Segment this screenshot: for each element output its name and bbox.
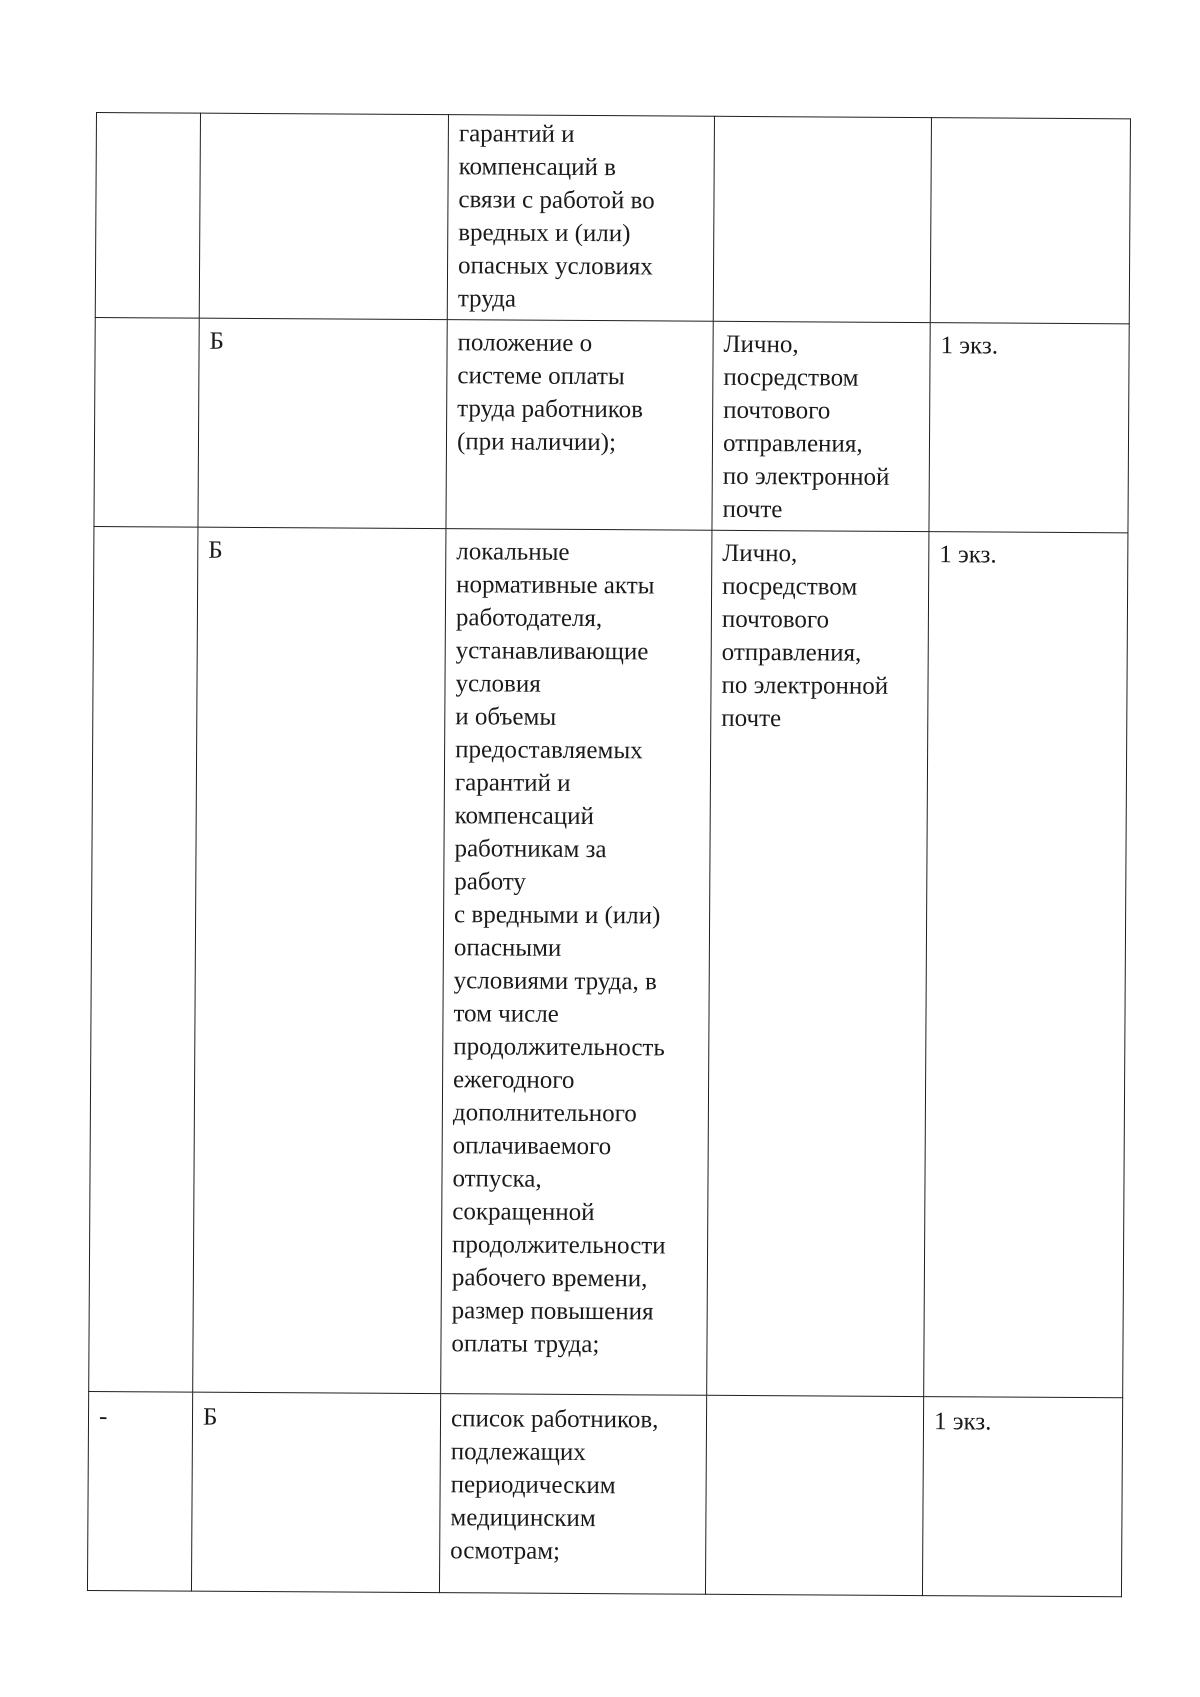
submission-method-cell [713,116,931,322]
quantity-cell: 1 экз. [922,1397,1122,1597]
quantity-cell: 1 экз. [929,323,1129,533]
row-mark-cell: - [87,1391,192,1591]
document-name-cell: гарантий и компенсаций в связи с работой во вредных и (или) опасных условиях труда [447,115,714,322]
row-mark-cell [95,113,200,319]
category-cell: Б [198,318,447,529]
category-cell: Б [193,527,446,1393]
submission-method-cell: Лично, посредством почтового отправления, по электронной почте [712,321,930,531]
submission-method-cell [705,1395,923,1595]
category-cell: Б [191,1392,440,1593]
document-name-cell: список работников, подлежащих периодическим медицинским осмотрам; [439,1394,706,1595]
document-name-cell: локальные нормативные акты работодателя, устанавливающие условия и объемы предоставляемых гарантий и компенсаций работникам за работу с вредными и (или) опасными условиями труда, в том числе продолжительность ежегодного дополнительного оплачиваемого отпуска, сокращенной продолжительности рабочего времени, размер повышения оплаты труда; [441,529,712,1396]
row-mark-cell [89,526,198,1392]
table-row [95,113,1130,324]
submission-method-cell: Лично, посредством почтового отправления, по электронной почте [707,530,929,1396]
category-cell [199,113,448,320]
document-name-cell: положение о системе оплаты труда работников (при наличии); [446,320,713,531]
row-mark-cell [94,317,199,527]
table-row [94,317,1129,532]
documents-table [87,112,1131,1597]
quantity-cell [930,118,1130,324]
quantity-cell: 1 экз. [924,532,1128,1398]
table-row [87,1391,1122,1596]
table-row [89,526,1128,1397]
